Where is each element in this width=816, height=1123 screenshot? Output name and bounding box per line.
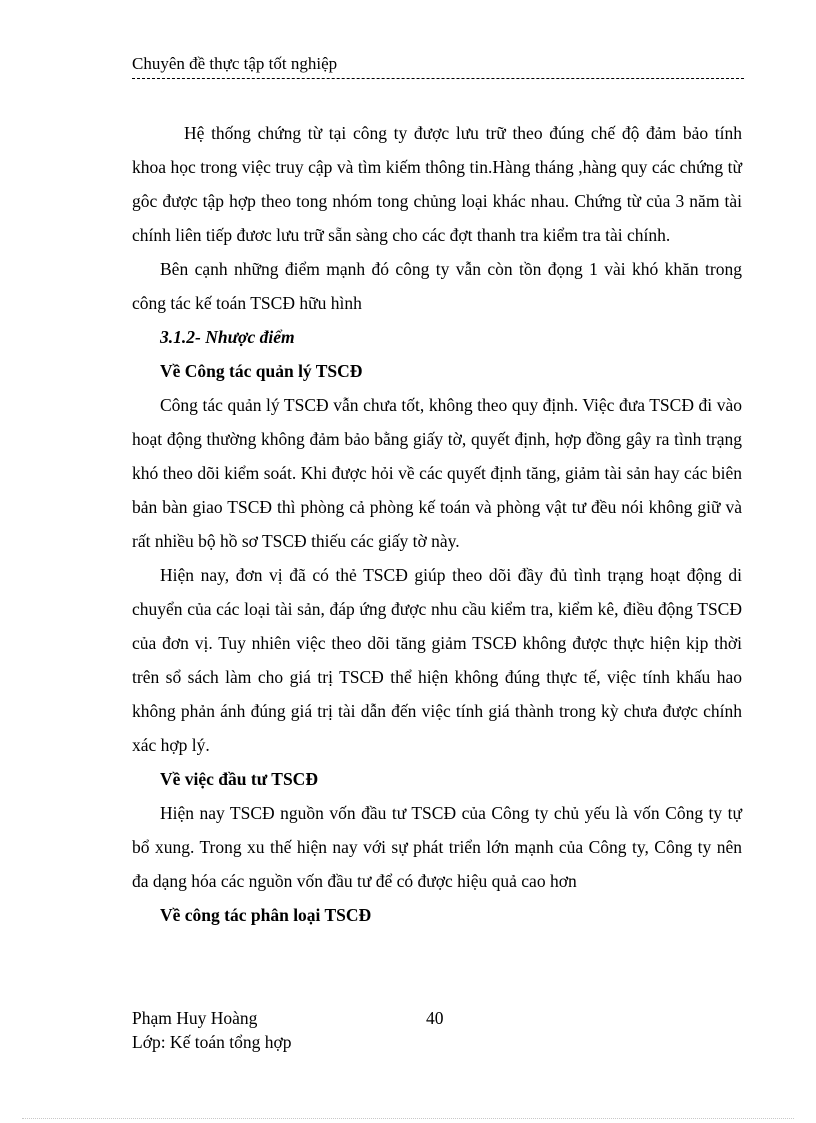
footer-class: Lớp: Kế toán tổng hợp — [132, 1032, 292, 1052]
subheading-asset-classification: Về công tác phân loại TSCĐ — [160, 905, 372, 925]
page-header — [132, 52, 744, 79]
document-body — [132, 116, 742, 932]
paragraph-asset-cards: Hiện nay, đơn vị đã có thẻ TSCĐ giúp theo dõi đầy đủ tình trạng hoạt động di chuyển của các loại tài sản, đáp ứng được nhu cầu kiểm tra, kiểm kê, điều động TSCĐ của đơn vị. Tuy nhiên việc theo dõi tăng giảm TSCĐ không được thực hiện kịp thời trên sổ sách làm cho giá trị TSCĐ thể hiện không đúng thực tế, việc tính khấu hao không phản ánh đúng giá trị tài dẫn đến việc tính giá thành trong kỳ chưa được chính xác hợp lý. — [132, 565, 742, 755]
paragraph-asset-management: Công tác quản lý TSCĐ vẫn chưa tốt, không theo quy định. Việc đưa TSCĐ đi vào hoạt động thường không đảm bảo bằng giấy tờ, quyết định, hợp đồng gây ra tình trạng khó theo dõi kiểm soát. Khi được hỏi về các quyết định tăng, giảm tài sản hay các biên bản bàn giao TSCĐ thì phòng cả phòng kế toán và phòng vật tư đều nói không giữ và rất nhiều bộ hồ sơ TSCĐ thiếu các giấy tờ này. — [132, 395, 742, 551]
subheading-asset-management: Về Công tác quản lý TSCĐ — [160, 361, 363, 381]
page-bottom-divider — [22, 1118, 794, 1119]
page-number: 40 — [426, 1008, 444, 1028]
paragraph-asset-investment: Hiện nay TSCĐ nguồn vốn đầu tư TSCĐ của Công ty chủ yếu là vốn Công ty tự bổ xung. Trong xu thế hiện nay với sự phát triển lớn mạnh của Công ty, Công ty nên đa dạng hóa các nguồn vốn đầu tư để có được hiệu quả cao hơn — [132, 803, 742, 891]
header-title: Chuyên đề thực tập tốt nghiệp — [132, 54, 338, 73]
paragraph-remaining-difficulties: Bên cạnh những điểm mạnh đó công ty vẫn còn tồn đọng 1 vài khó khăn trong công tác kế toán TSCĐ hữu hình — [132, 259, 742, 313]
paragraph-document-storage: Hệ thống chứng từ tại công ty được lưu trữ theo đúng chế độ đảm bảo tính khoa học trong việc truy cập và tìm kiếm thông tin.Hàng tháng ,hàng quy các chứng từ gôc được tập hợp theo tong nhóm tong chủng loại khác nhau. Chứng từ của 3 năm tài chính liên tiếp đươc lưu trữ sẵn sàng cho các đợt thanh tra kiểm tra tài chính. — [132, 123, 742, 245]
footer-author: Phạm Huy Hoàng — [132, 1008, 258, 1028]
section-heading-weaknesses: 3.1.2- Nhược điểm — [160, 327, 295, 347]
subheading-asset-investment: Về việc đầu tư TSCĐ — [160, 769, 318, 789]
